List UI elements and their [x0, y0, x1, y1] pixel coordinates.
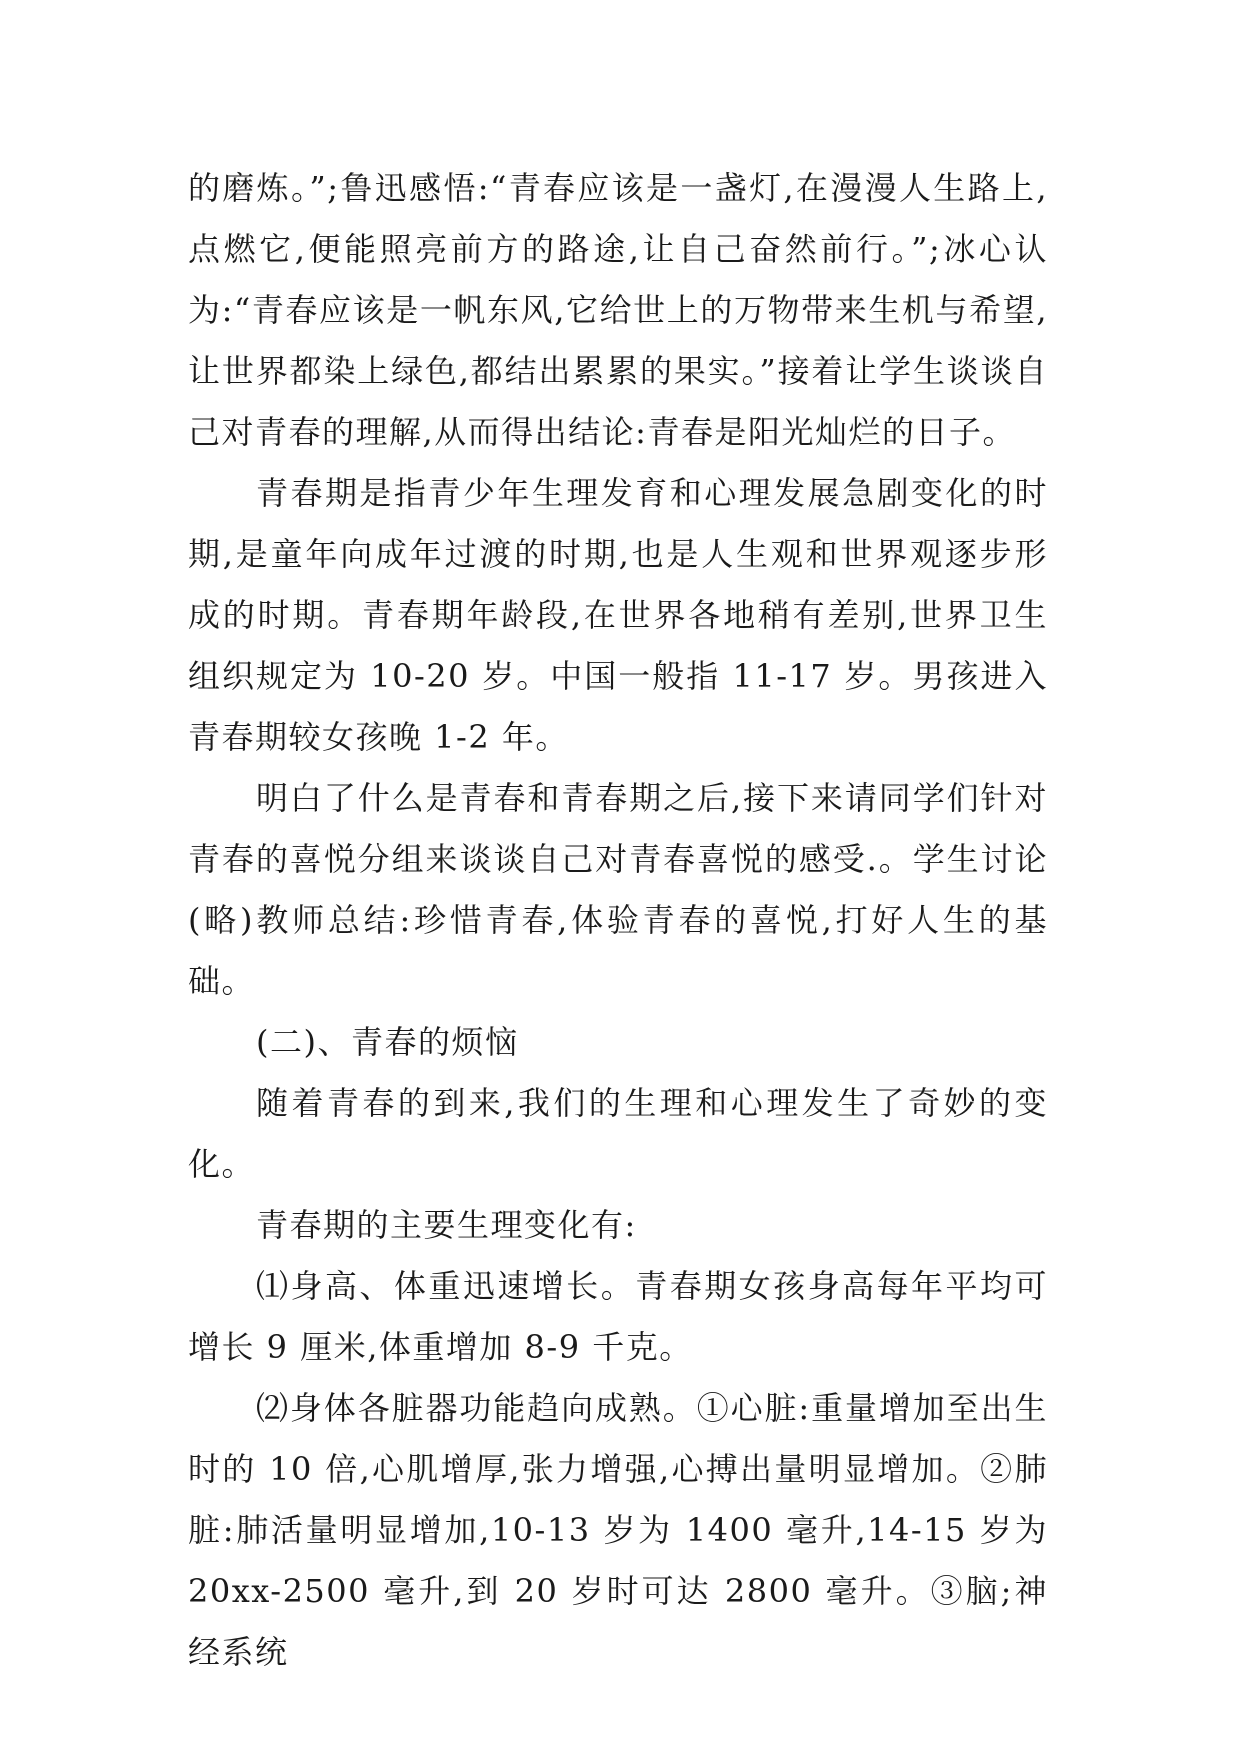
paragraph-2: 青春期是指青少年生理发育和心理发展急剧变化的时期,是童年向成年过渡的时期,也是人生观和世界观逐步形成的时期。青春期年龄段,在世界各地稍有差别,世界卫生组织规定为 10-20 岁。中国一般指 11-17 岁。男孩进入青春期较女孩晚 1-2 年。	[188, 474, 1048, 756]
section-heading: (二)、青春的烦恼	[256, 1023, 519, 1061]
paragraph-3: 明白了什么是青春和青春期之后,接下来请同学们针对青春的喜悦分组来谈谈自己对青春喜悦的感受.。学生讨论(略)教师总结:珍惜青春,体验青春的喜悦,打好人生的基础。	[188, 779, 1048, 1000]
paragraph-6: 青春期的主要生理变化有:	[256, 1206, 637, 1244]
paragraph-8: ⑵身体各脏器功能趋向成熟。①心脏:重量增加至出生时的 10 倍,心肌增厚,张力增强,心搏出量明显增加。②肺脏:肺活量明显增加,10-13 岁为 1400 毫升,14-15 岁为 20xx-2500 毫升,到 20 岁时可达 2800 毫升。③脑;神经系统	[188, 1389, 1048, 1671]
paragraph-7: ⑴身高、体重迅速增长。青春期女孩身高每年平均可增长 9 厘米,体重增加 8-9 千克。	[188, 1267, 1048, 1366]
document-body	[188, 158, 1048, 1683]
paragraph-1: 的磨炼。”;鲁迅感悟:“青春应该是一盏灯,在漫漫人生路上,点燃它,便能照亮前方的路途,让自己奋然前行。”;冰心认为:“青春应该是一帆东风,它给世上的万物带来生机与希望,让世界都染上绿色,都结出累累的果实。”接着让学生谈谈自己对青春的理解,从而得出结论:青春是阳光灿烂的日子。	[188, 169, 1048, 451]
paragraph-5: 随着青春的到来,我们的生理和心理发生了奇妙的变化。	[188, 1084, 1048, 1183]
